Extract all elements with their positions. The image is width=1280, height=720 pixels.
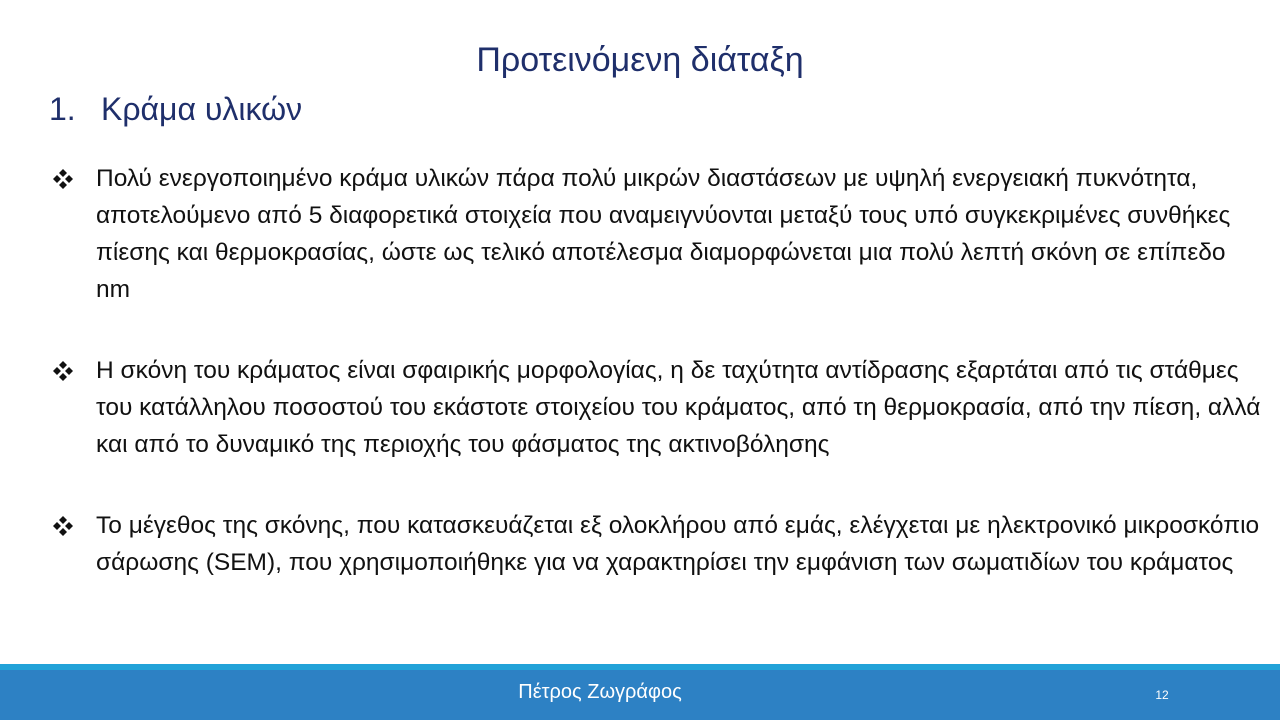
bullet-item [52,507,1262,581]
section-number: 1. [49,91,76,127]
page-number: 12 [1155,688,1169,702]
bullet-item [52,352,1262,463]
slide-title: Προτεινόμενη διάταξη [476,41,804,79]
bullet-text: Το μέγεθος της σκόνης, που κατασκευάζεται εξ ολοκλήρου από εμάς, ελέγχεται με ηλεκτρονικό μικροσκόπιο σάρωσης (SEM), που χρησιμοποιήθηκε για να χαρακτηρίσει την εμφάνιση των σωματιδίων του κράματος [96,512,1260,576]
four-diamond-bullet-icon [52,360,74,382]
footer-accent-line [0,664,1280,670]
bullet-text: Πολύ ενεργοποιημένο κράμα υλικών πάρα πολύ μικρών διαστάσεων με υψηλή ενεργειακή πυκνότητα, αποτελούμενο από 5 διαφορετικά στοιχεία που αναμειγνύονται μεταξύ τους υπό συγκεκριμένες συνθήκες πίεσης και θερμοκρασίας, ώστε ως τελικό αποτέλεσμα διαμορφώνεται μια πολύ λεπτή σκόνη σε επίπεδο nm [96,165,1231,303]
bullet-list [52,160,1262,581]
section-heading-text: Κράμα υλικών [101,91,303,127]
four-diamond-bullet-icon [52,515,74,537]
bullet-item [52,160,1262,308]
four-diamond-bullet-icon [52,168,74,190]
footer-author: Πέτρος Ζωγράφος [518,681,682,703]
bullet-text: Η σκόνη του κράματος είναι σφαιρικής μορφολογίας, η δε ταχύτητα αντίδρασης εξαρτάται από τις στάθμες του κατάλληλου ποσοστού του εκάστοτε στοιχείου του κράματος, από τη θερμοκρασία, από την πίεση, αλλά και από το δυναμικό της περιοχής του φάσματος της ακτινοβόλησης [96,357,1261,458]
section-heading [49,88,302,130]
